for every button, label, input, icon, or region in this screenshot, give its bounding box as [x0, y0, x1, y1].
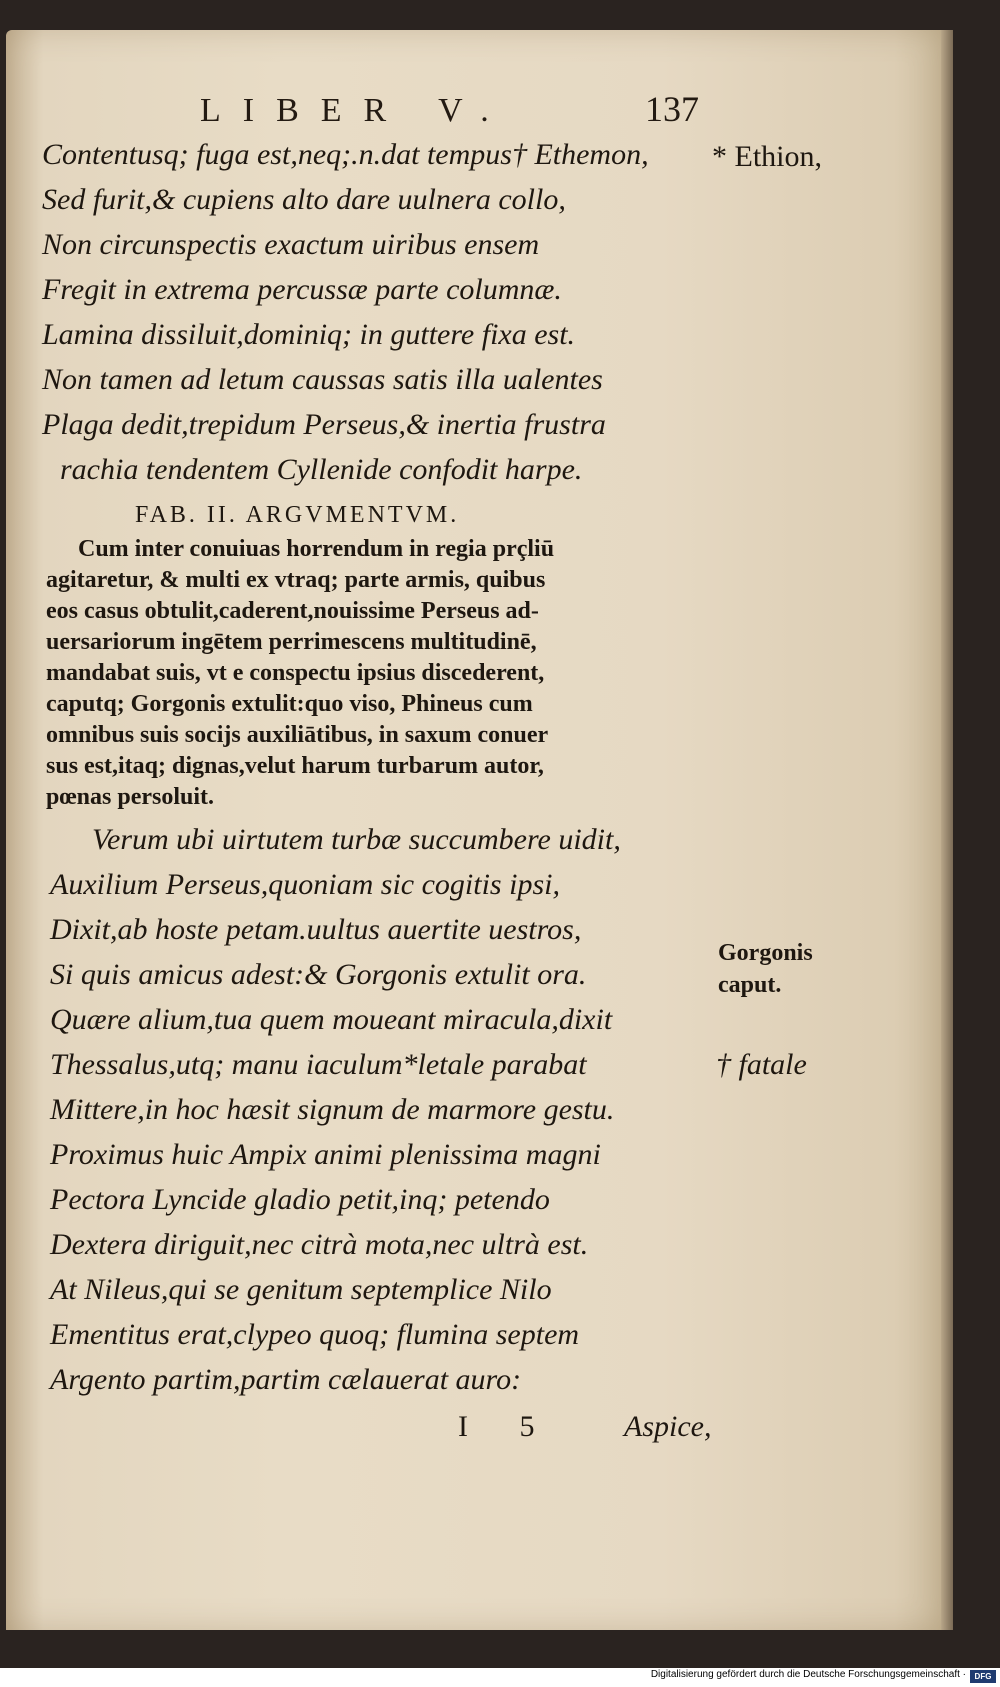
footer-credit: Digitalisierung gefördert durch die Deutsche Forschungsgemeinschaft · [650, 1669, 966, 1680]
running-title: LIBER V. [200, 92, 511, 129]
verse-line: At Nileus,qui se genitum septemplice Nilo [50, 1273, 552, 1306]
verse-line: Lamina dissiluit,dominiq; in guttere fixa est. [42, 318, 576, 351]
verse-line: Plaga dedit,trepidum Perseus,& inertia frustra [42, 408, 606, 441]
verse-line: Argento partim,partim cælauerat auro: [50, 1363, 522, 1396]
argument-line: omnibus suis socijs auxiliātibus, in saxum conuer [46, 722, 549, 748]
catchword: Aspice, [624, 1410, 712, 1443]
footer-bar [0, 1668, 1000, 1687]
margin-note-fatale: † fatale [716, 1048, 807, 1081]
page-number: 137 [645, 89, 699, 129]
argument-line: agitaretur, & multi ex vtraq; parte armis, quibus [46, 567, 546, 593]
margin-note-ethion: * Ethion, [712, 140, 822, 173]
margin-note-gorgonis: Gorgonis [718, 940, 813, 966]
argument-line: caputq; Gorgonis extulit:quo viso, Phineus cum [46, 691, 533, 717]
verse-line: Si quis amicus adest:& Gorgonis extulit ora. [50, 958, 587, 991]
verse-line: Dixit,ab hoste petam.uultus auertite uestros, [50, 913, 582, 946]
signature-mark: I 5 [458, 1410, 557, 1443]
verse-line: Auxilium Perseus,quoniam sic cogitis ipsi, [50, 868, 560, 901]
argument-line: mandabat suis, vt e conspectu ipsius discederent, [46, 660, 545, 686]
verse-line: Non tamen ad letum caussas satis illa ualentes [42, 363, 603, 396]
verse-line: Ementitus erat,clypeo quoq; flumina septem [50, 1318, 580, 1351]
margin-note-caput: caput. [718, 972, 782, 998]
verse-line: Contentusq; fuga est,neq;.n.dat tempus† Ethemon, [42, 138, 649, 171]
verse-line: Dextera diriguit,nec citrà mota,nec ultrà est. [50, 1228, 589, 1261]
page-edge [941, 30, 953, 1630]
verse-line: Fregit in extrema percussæ parte columnæ. [42, 273, 562, 306]
verse-line: Sed furit,& cupiens alto dare uulnera collo, [42, 183, 566, 216]
verse-line: Non circunspectis exactum uiribus ensem [42, 228, 540, 261]
argument-line: pœnas persoluit. [46, 784, 215, 810]
verse-line: Verum ubi uirtutem turbæ succumbere uidit, [92, 823, 621, 856]
verse-line: Mittere,in hoc hæsit signum de marmore gestu. [50, 1093, 615, 1126]
verse-line: rachia tendentem Cyllenide confodit harpe. [60, 453, 583, 486]
argument-line: eos casus obtulit,caderent,nouissime Perseus ad- [46, 598, 539, 624]
verse-line: Proximus huic Ampix animi plenissima magni [50, 1138, 601, 1171]
verse-line: Quære alium,tua quem moueant miracula,dixit [50, 1003, 613, 1036]
argument-line: uersariorum ingētem perrimescens multitudinē, [46, 629, 537, 655]
verse-line: Thessalus,utq; manu iaculum*letale parabat [50, 1048, 587, 1081]
verse-line: Pectora Lyncide gladio petit,inq; petendo [50, 1183, 550, 1216]
argument-line: sus est,itaq; dignas,velut harum turbarum autor, [46, 753, 544, 779]
fable-title: FAB. II. ARGVMENTVM. [135, 502, 460, 528]
dfg-logo-icon: DFG [970, 1670, 996, 1683]
argument-line: Cum inter conuiuas horrendum in regia prçliū [78, 536, 555, 562]
